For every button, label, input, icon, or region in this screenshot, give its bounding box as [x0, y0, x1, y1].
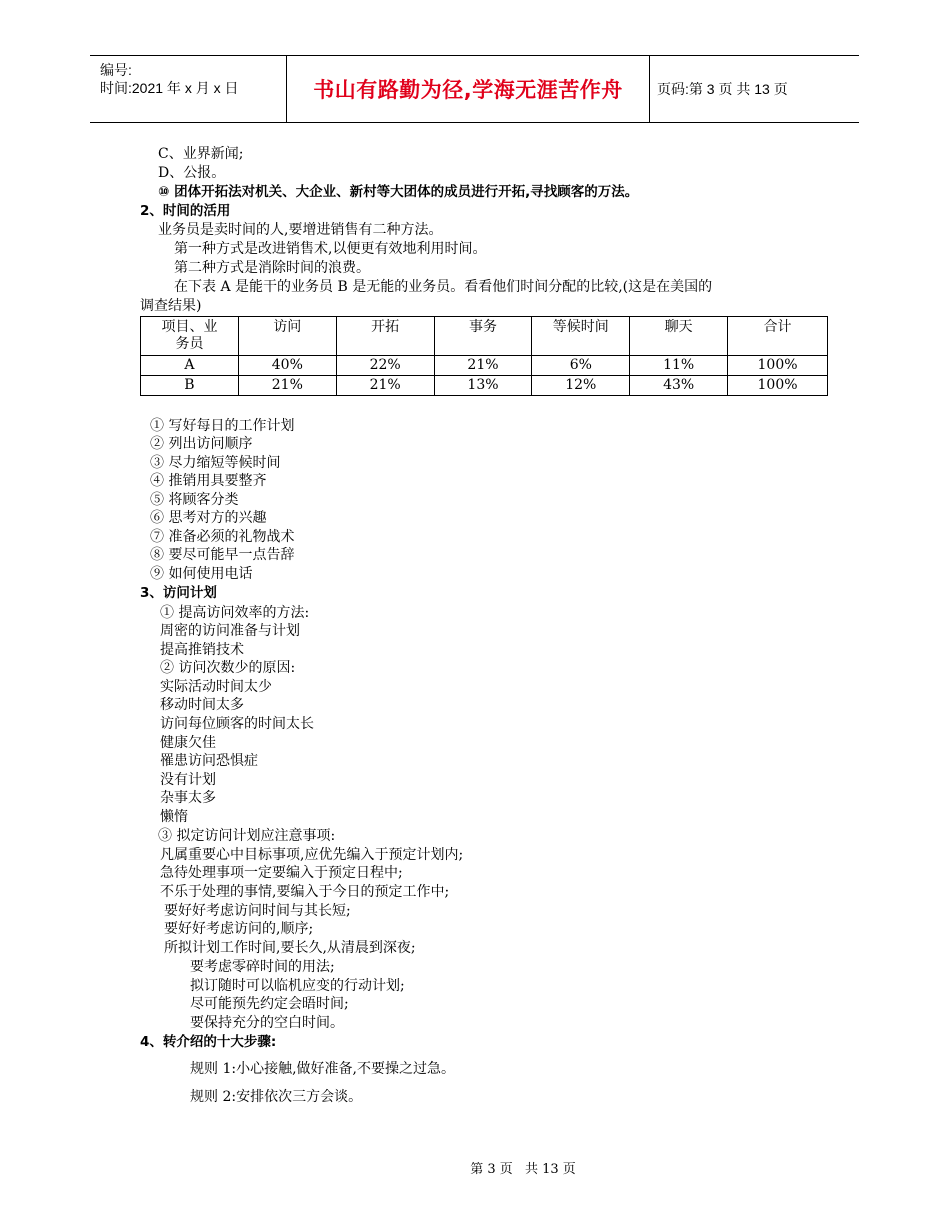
tip-item: ⑥ 思考对方的兴趣	[150, 510, 267, 526]
list-sub-item: 拟订随时可以临机应变的行动计划;	[190, 978, 405, 994]
motto: 书山有路勤为径,学海无涯苦作舟	[313, 78, 623, 102]
tip-item: ③ 尽力缩短等候时间	[150, 455, 281, 471]
list-item: 懒惰	[160, 809, 188, 825]
list-item: 要好好考虑访问时间与其长短;	[164, 903, 351, 919]
list-sub-item: 要考虑零碎时间的用法;	[190, 959, 335, 975]
subsection-heading: ③ 拟定访问计划应注意事项:	[158, 828, 336, 844]
tip-item: ① 写好每日的工作计划	[150, 418, 295, 434]
list-item: 所拟计划工作时间,要长久,从清晨到深夜;	[164, 940, 416, 956]
table-cell: 6%	[532, 356, 630, 376]
page-header	[90, 55, 859, 123]
paragraph: 调查结果)	[140, 298, 202, 314]
table-cell: 100%	[728, 376, 828, 396]
list-item: 杂事太多	[160, 790, 216, 806]
tip-item: ⑦ 准备必须的礼物战术	[150, 529, 295, 545]
table-header-cell: 事务	[434, 317, 532, 356]
table-cell: A	[141, 356, 239, 376]
list-item-tenth: ⑩ 团体开拓法对机关、大企业、新村等大团体的成员进行开拓,寻找顾客的万法。	[158, 184, 639, 200]
table-header-cell: 等候时间	[532, 317, 630, 356]
table-cell: 21%	[238, 376, 336, 396]
list-item-d: D、公报。	[158, 165, 226, 181]
rule-item: 规则 2:安排依次三方会谈。	[190, 1089, 363, 1105]
table-cell: B	[141, 376, 239, 396]
table-cell: 13%	[434, 376, 532, 396]
list-item: 要好好考虑访问的,顺序;	[164, 921, 314, 937]
list-sub-item: 要保持充分的空白时间。	[190, 1015, 344, 1031]
footer-page-number: 第 3 页	[470, 1162, 513, 1177]
list-item: 实际活动时间太少	[160, 679, 272, 695]
table-header-cell: 项目、业务员	[141, 317, 239, 356]
table-cell: 40%	[238, 356, 336, 376]
paragraph: 第二种方式是消除时间的浪费。	[174, 260, 370, 276]
subsection-heading: ② 访问次数少的原因:	[160, 660, 296, 676]
list-item: 罹患访问恐惧症	[160, 753, 258, 769]
page-footer	[0, 1158, 950, 1177]
table-cell: 21%	[336, 376, 434, 396]
table-header-cell: 开拓	[336, 317, 434, 356]
list-item: 提高推销技术	[160, 642, 244, 658]
time-label: 时间:2021 年 x 月 x 日	[100, 80, 239, 96]
header-motto-cell	[286, 56, 650, 122]
tip-item: ⑨ 如何使用电话	[150, 566, 253, 582]
rule-item: 规则 1:小心接触,做好准备,不要操之过急。	[190, 1061, 455, 1077]
table-cell: 11%	[630, 356, 728, 376]
list-item: 急待处理事项一定要编入于预定日程中;	[160, 865, 403, 881]
table-header-cell: 访问	[238, 317, 336, 356]
subsection-heading: ① 提高访问效率的方法:	[160, 605, 310, 621]
section-3-title: 3、访问计划	[140, 585, 217, 601]
tip-item: ② 列出访问顺序	[150, 436, 253, 452]
list-item: 凡属重要心中目标事项,应优先编入于预定计划内;	[160, 847, 464, 863]
table-cell: 12%	[532, 376, 630, 396]
list-sub-item: 尽可能预先约定会晤时间;	[190, 996, 349, 1012]
table-cell: 22%	[336, 356, 434, 376]
list-item: 周密的访问准备与计划	[160, 623, 300, 639]
tip-item: ⑧ 要尽可能早一点告辞	[150, 547, 295, 563]
paragraph: 第一种方式是改进销售术,以便更有效地利用时间。	[174, 241, 487, 257]
list-item: 健康欠佳	[160, 735, 216, 751]
paragraph: 在下表 A 是能干的业务员 B 是无能的业务员。看看他们时间分配的比较,(这是在美国的	[174, 279, 713, 295]
header-page-cell	[649, 56, 859, 122]
number-label: 编号:	[100, 62, 132, 78]
tip-item: ⑤ 将顾客分类	[150, 492, 239, 508]
table-header-cell: 合计	[728, 317, 828, 356]
footer-page-total: 共 13 页	[524, 1162, 576, 1177]
time-allocation-table	[140, 316, 828, 396]
tip-item: ④ 推销用具要整齐	[150, 473, 267, 489]
table-row	[141, 356, 828, 376]
header-meta	[90, 56, 286, 122]
table-cell: 100%	[728, 356, 828, 376]
table-header-cell: 聊天	[630, 317, 728, 356]
table-row	[141, 376, 828, 396]
list-item: 不乐于处理的事情,要编入于今日的预定工作中;	[160, 884, 450, 900]
page-info: 页码:第 3 页 共 13 页	[657, 81, 788, 97]
list-item-c: C、业界新闻;	[158, 146, 244, 162]
table-cell: 21%	[434, 356, 532, 376]
table-header-row	[141, 317, 828, 356]
list-item: 没有计划	[160, 772, 216, 788]
paragraph: 业务员是卖时间的人,要增进销售有二种方法。	[158, 222, 443, 238]
list-item: 访问每位顾客的时间太长	[160, 716, 314, 732]
list-item: 移动时间太多	[160, 697, 244, 713]
section-4-title: 4、转介绍的十大步骤:	[140, 1034, 277, 1050]
section-2-title: 2、时间的活用	[140, 203, 231, 219]
table-cell: 43%	[630, 376, 728, 396]
